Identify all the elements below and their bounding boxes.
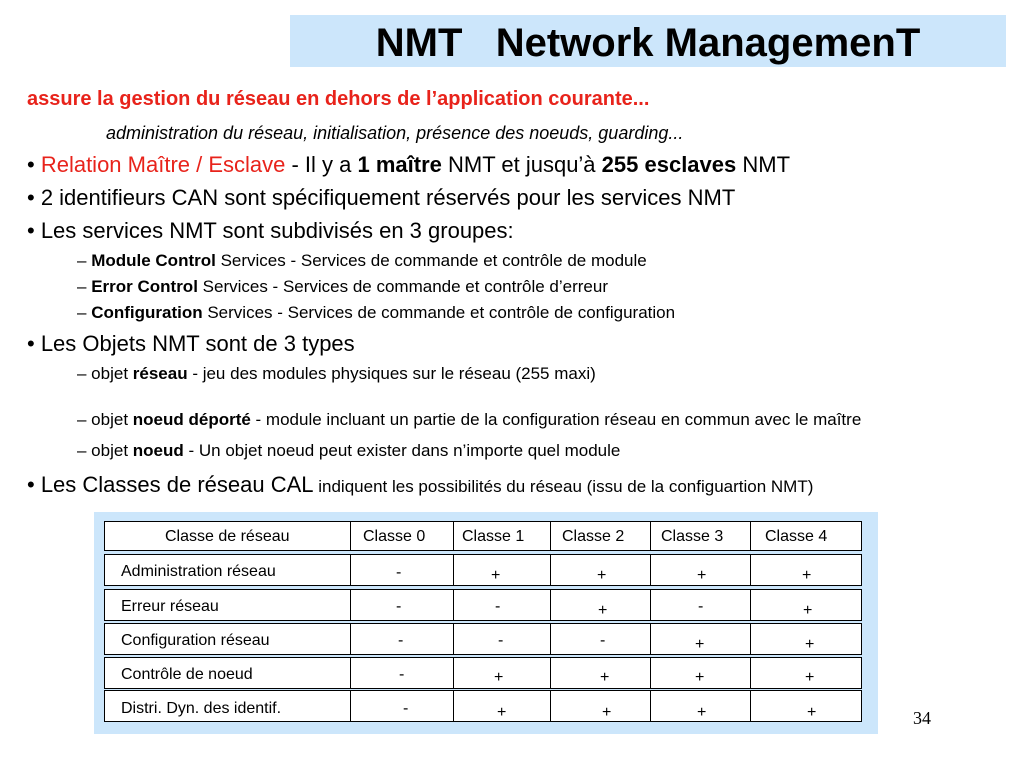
group-desc: Services - Services de commande et contrôle de module [215, 251, 647, 270]
dash: – [77, 303, 92, 322]
dash: – [77, 251, 92, 270]
table-cell: + [697, 567, 707, 584]
relation-text: Relation Maître / Esclave [40, 152, 286, 177]
bullet1-bold-1: 1 maître [357, 152, 442, 177]
row-label: Contrôle de noeud [121, 666, 253, 683]
header-cell: Classe 4 [765, 528, 828, 545]
table-cell: - [403, 700, 409, 717]
intro-text: assure la gestion du réseau en dehors de l’application courante... [27, 88, 650, 110]
table-cell: + [805, 669, 815, 686]
bullet-identifiers: • 2 identifieurs CAN sont spécifiquement réservés pour les services NMT [27, 185, 736, 210]
group-item [77, 251, 647, 271]
bullet-objects: • Les Objets NMT sont de 3 types [27, 331, 355, 356]
group-item [77, 303, 675, 323]
table-cell: - [396, 564, 402, 581]
object-prefix: – objet [77, 441, 133, 460]
object-name: noeud [132, 441, 184, 460]
object-prefix: – objet [77, 410, 133, 429]
bullet1-bold-2: 255 esclaves [601, 152, 737, 177]
table-cell: + [602, 704, 612, 721]
header-cell: Classe de réseau [165, 528, 290, 545]
object-item [77, 410, 861, 430]
table-cell: - [398, 632, 404, 649]
title-banner [290, 15, 1006, 67]
table-cell: + [600, 669, 610, 686]
row-label: Erreur réseau [121, 598, 219, 615]
table-cell: - [495, 598, 501, 615]
table-cell: + [598, 602, 608, 619]
table-cell: + [494, 669, 504, 686]
slide-title: NMT Network ManagemenT [375, 21, 921, 65]
table-cell: + [695, 669, 705, 686]
object-name: noeud déporté [132, 410, 251, 429]
table-cell: + [695, 636, 705, 653]
table-row [104, 623, 862, 655]
page-number: 34 [913, 708, 931, 728]
table-cell: + [803, 602, 813, 619]
group-name: Error Control [91, 277, 198, 296]
table-cell: - [396, 598, 402, 615]
group-desc: Services - Services de commande et contrôle de configuration [202, 303, 676, 322]
table-cell: - [498, 632, 504, 649]
classes-note: indiquent les possibilités du réseau (issu de la configuartion NMT) [313, 477, 814, 496]
object-name: réseau [132, 364, 188, 383]
object-desc: - Un objet noeud peut exister dans n’importe quel module [183, 441, 621, 460]
classes-main: • Les Classes de réseau CAL [27, 472, 314, 497]
group-desc: Services - Services de commande et contrôle d’erreur [197, 277, 608, 296]
table-cell: - [698, 598, 704, 615]
bullet-classes [27, 472, 813, 498]
table-cell: + [497, 704, 507, 721]
object-desc: - jeu des modules physiques sur le réseau (255 maxi) [187, 364, 596, 383]
header-cell: Classe 0 [363, 528, 426, 545]
table-cell: + [805, 636, 815, 653]
table-cell: + [697, 704, 707, 721]
row-label: Distri. Dyn. des identif. [121, 700, 282, 717]
bullet-master-slave [27, 152, 790, 178]
bullet1-text-1: - Il y a [285, 152, 358, 177]
table-cell: + [597, 567, 607, 584]
header-cell: Classe 2 [562, 528, 625, 545]
group-name: Module Control [91, 251, 216, 270]
object-desc: - module incluant un partie de la configuration réseau en commun avec le maître [250, 410, 862, 429]
bullet1-text-2: NMT et jusqu’à [441, 152, 602, 177]
object-item [77, 441, 620, 461]
bullet-services: • Les services NMT sont subdivisés en 3 groupes: [27, 218, 514, 243]
table-row [104, 589, 862, 621]
header-cell: Classe 1 [462, 528, 525, 545]
table-cell: + [802, 567, 812, 584]
row-label: Configuration réseau [121, 632, 270, 649]
header-cell: Classe 3 [661, 528, 724, 545]
row-label: Administration réseau [121, 563, 276, 580]
object-item [77, 364, 596, 384]
object-prefix: – objet [77, 364, 133, 383]
intro-subtext: administration du réseau, initialisation, présence des noeuds, guarding... [106, 123, 684, 143]
table-cell: + [491, 567, 501, 584]
bullet-marker: • [27, 152, 35, 177]
table-cell: + [807, 704, 817, 721]
table-header [104, 521, 862, 551]
table-row [104, 657, 862, 689]
table-cell: - [600, 632, 606, 649]
table-cell: - [399, 666, 405, 683]
bullet1-text-3: NMT [736, 152, 791, 177]
group-name: Configuration [91, 303, 203, 322]
group-item [77, 277, 608, 297]
table-row [104, 690, 862, 722]
dash: – [77, 277, 92, 296]
table-row [104, 554, 862, 586]
